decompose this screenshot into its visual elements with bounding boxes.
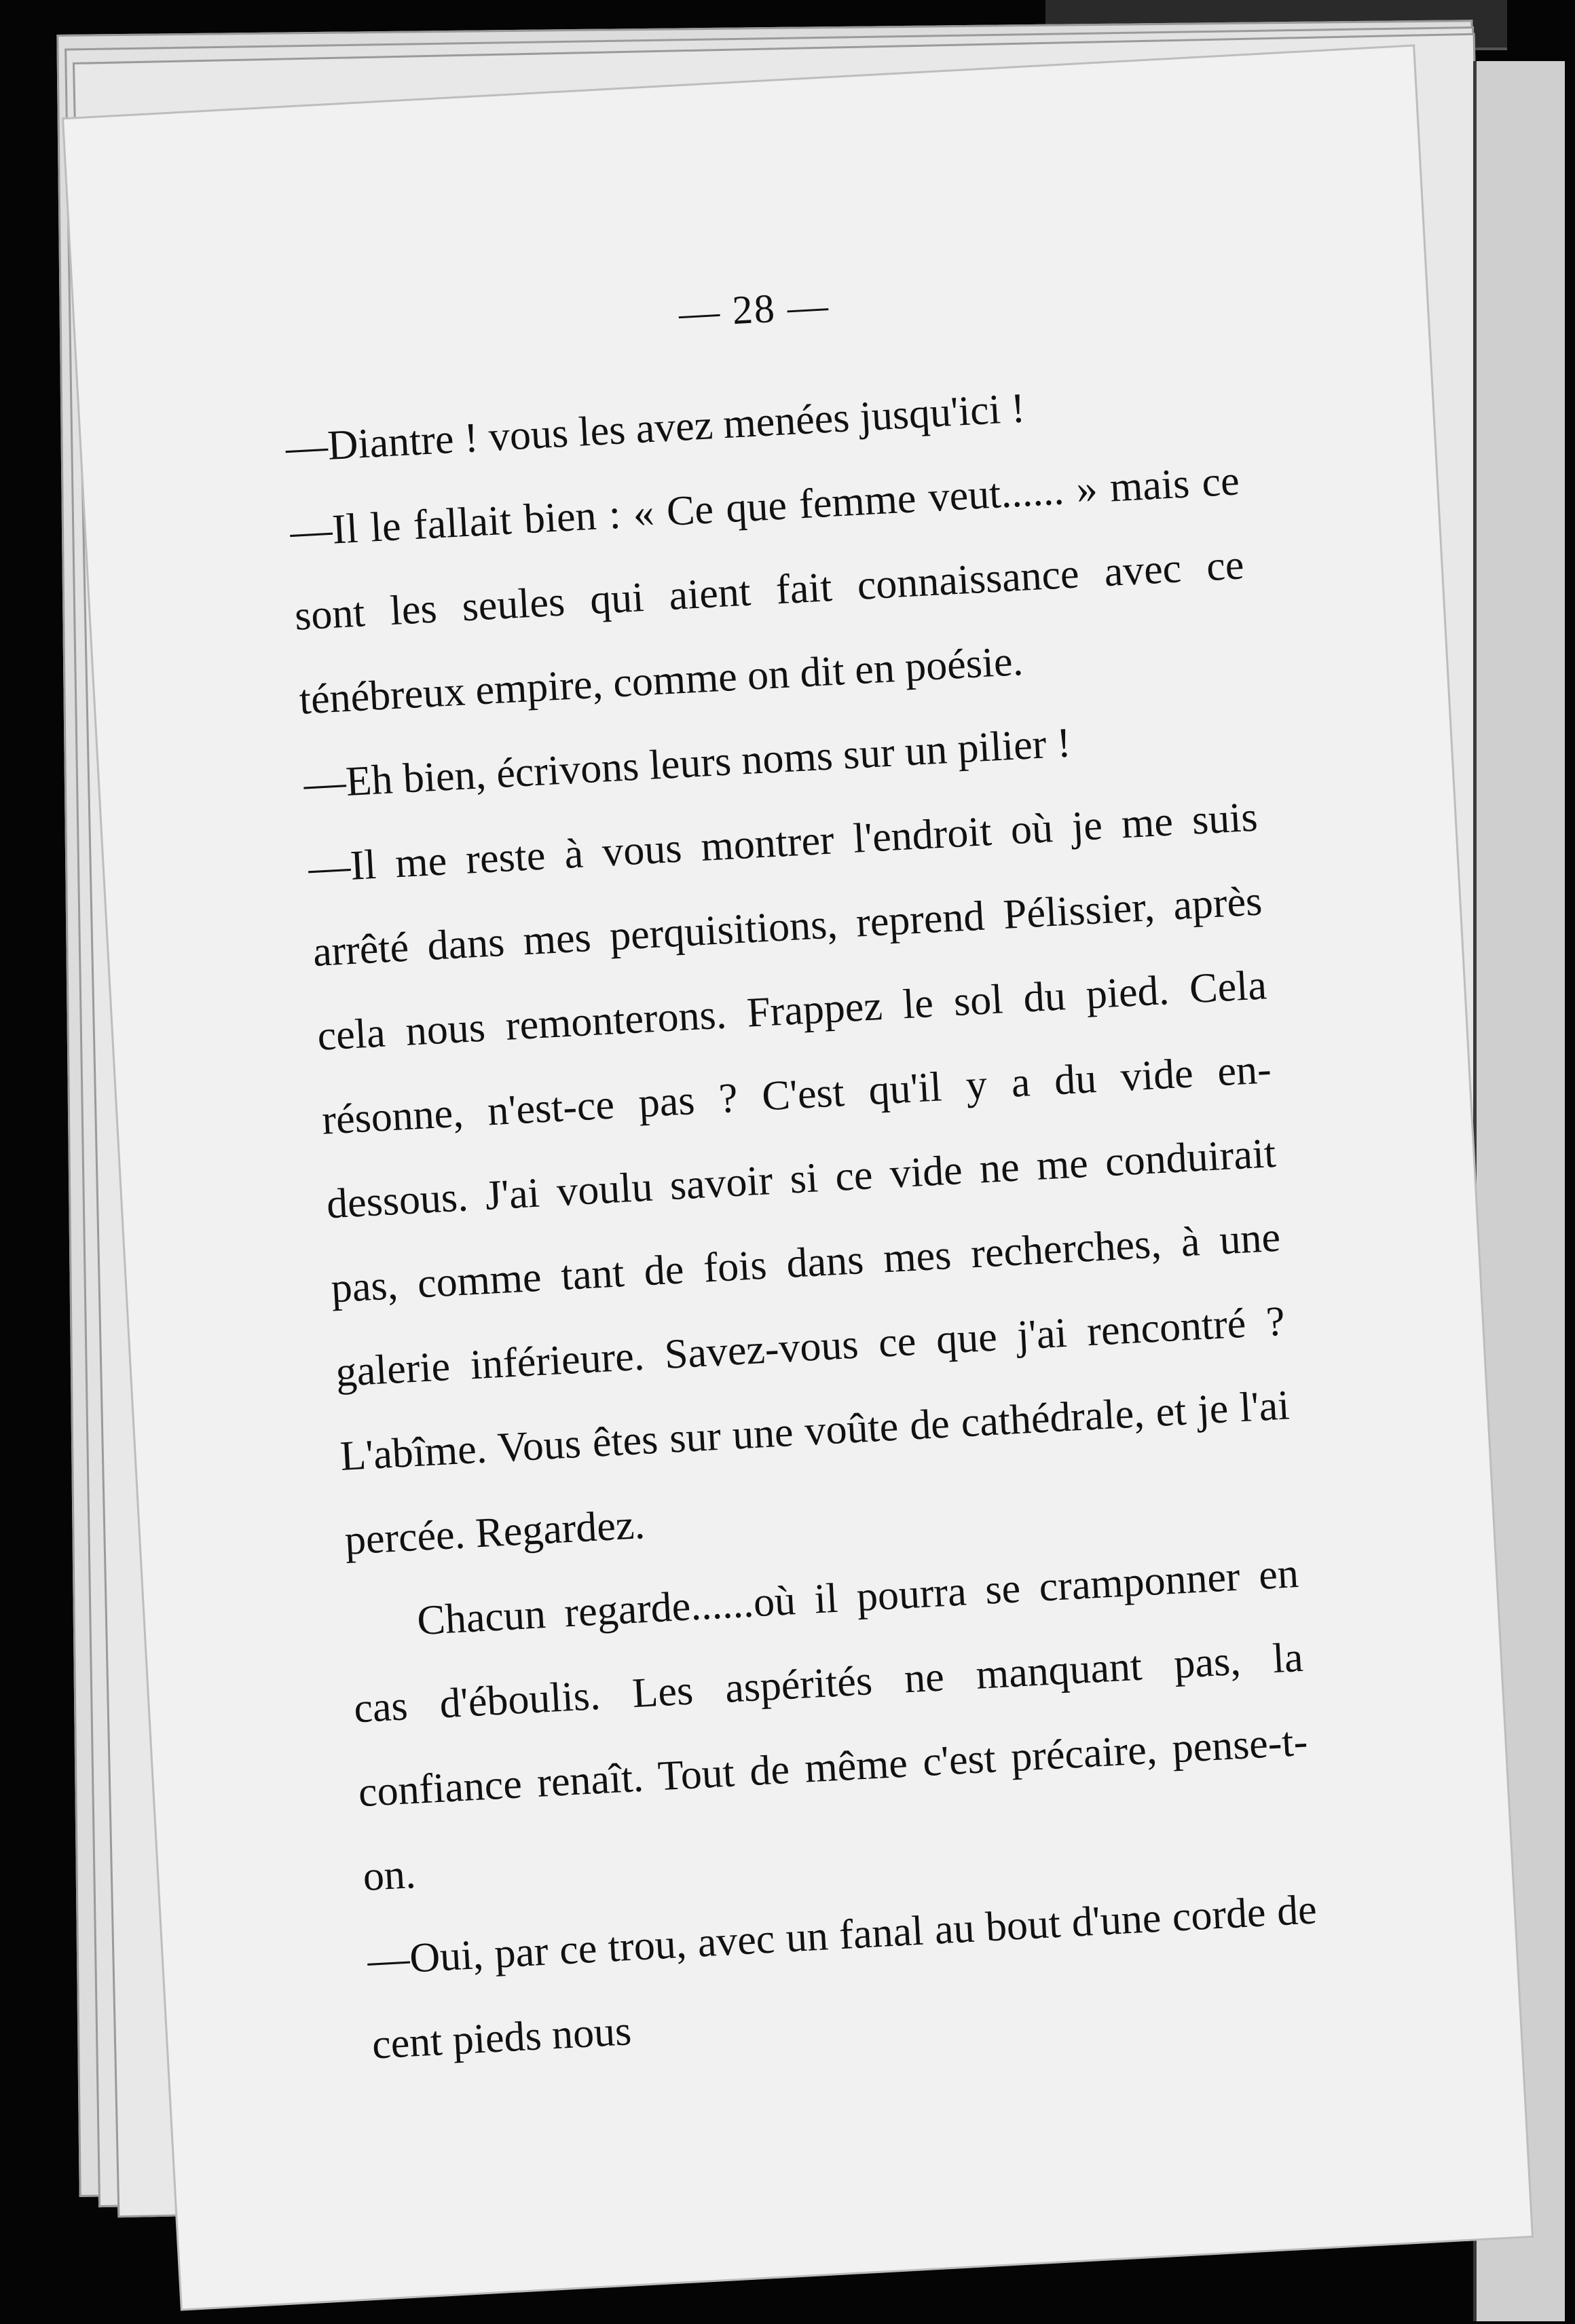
paragraph: —Il le fallait bien : « Ce que femme veut...... » mais ce sont les seules qui aient fait connaissance avec ce ténébreux empire, comme on dit en poésie. <box>289 457 1245 724</box>
paragraph: Chacun regarde......où il pourra se cramponner en cas d'éboulis. Les aspérités ne manquant pas, la confiance renaît. Tout de même c'est précaire, pense-t-on. <box>352 1550 1309 1900</box>
paragraph: —Eh bien, écrivons leurs noms sur un pilier ! <box>302 719 1073 808</box>
body-text <box>283 355 1323 2087</box>
page-sheet <box>64 47 1532 2309</box>
paragraph: —Diantre ! vous les avez menées jusqu'ici ! <box>284 385 1026 472</box>
paragraph: —Oui, par ce trou, avec un fanal au bout d'une corde de cent pieds nous <box>366 1886 1318 2068</box>
paragraph: —Il me reste à vous montrer l'endroit où je me suis arrêté dans mes perquisitions, reprend Pélissier, après cela nous remonterons. Frappez le sol du pied. Cela résonne, n'est-ce pas ? C'est qu'il y a du vide en-dessous. J'ai voulu savoir si ce vide ne me conduirait pas, comme tant de fois dans mes recherches, à une galerie inférieure. Savez-vous ce que j'ai rencontré ? L'abîme. Vous êtes sur une voûte de cathédrale, et je l'ai percée. Regardez. <box>307 793 1291 1564</box>
page-number: — 28 — <box>678 282 831 336</box>
page-content <box>278 261 1324 2087</box>
